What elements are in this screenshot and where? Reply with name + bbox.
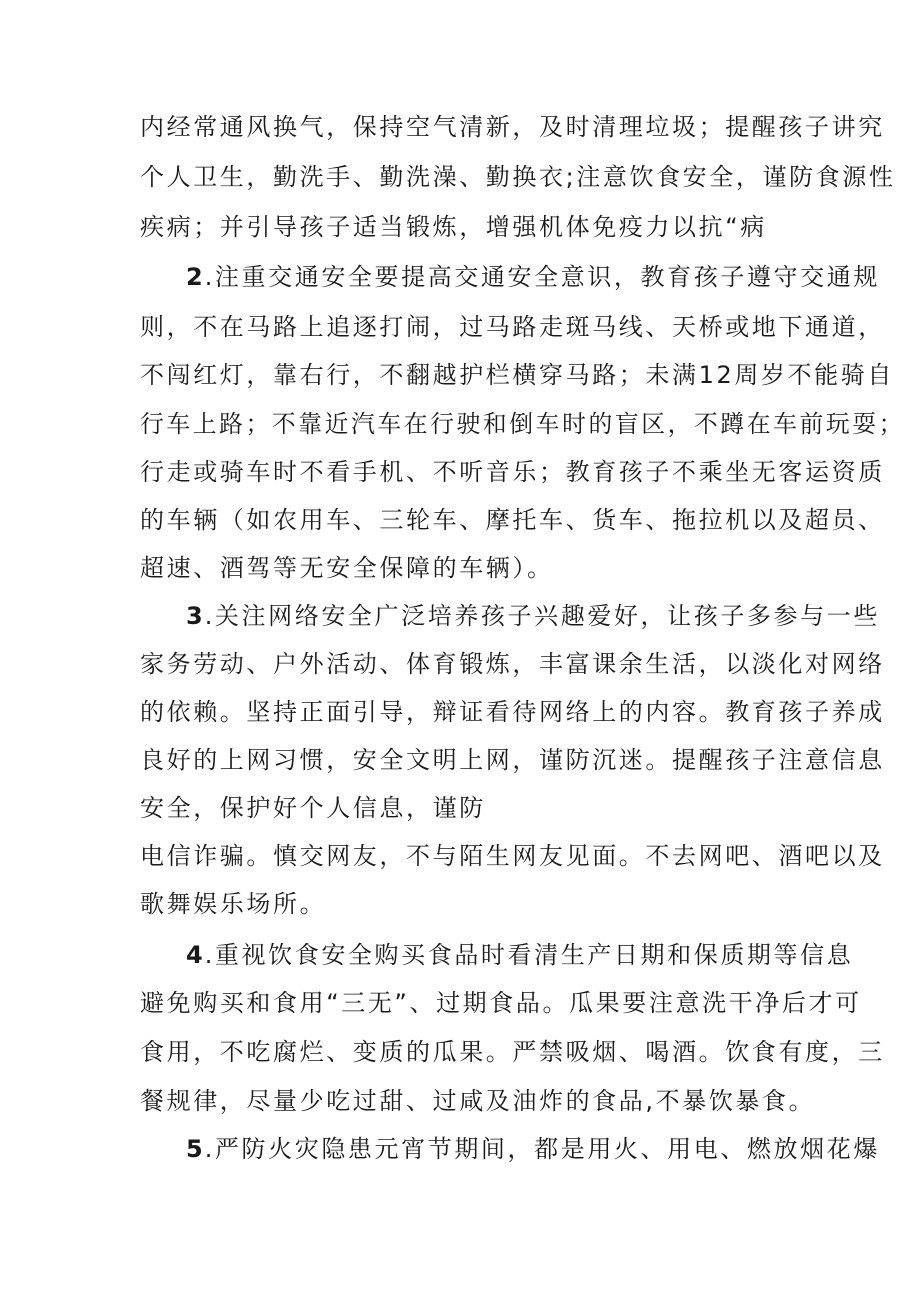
text-line: 安全，保护好个人信息，谨防 [140, 794, 486, 822]
item-number: 4 [186, 941, 203, 969]
text-line: 的依赖。坚持正面引导，辩证看待网络上的内容。教育孩子养成 [140, 698, 885, 726]
item-number: 5 [186, 1135, 203, 1163]
text-line: 良好的上网习惯，安全文明上网，谨防沉迷。提醒孩子注意信息 [140, 746, 885, 774]
text-line: 的车辆（如农用车、三轮车、摩托车、货车、拖拉机以及超员、 [140, 506, 885, 534]
paragraph-2-first-line [186, 260, 880, 294]
paragraph-3-first-line [186, 599, 880, 633]
text-line: .关注网络安全广泛培养孩子兴趣爱好，让孩子多参与一些 [204, 602, 880, 630]
text-line: 个人卫生，勤洗手、勤洗澡、勤换衣;注意饮食安全，谨防食源性 [140, 163, 896, 191]
text-line: 超速、酒驾等无安全保障的车辆）。 [140, 554, 554, 582]
text-line: 家务劳动、户外活动、体育锻炼，丰富课余生活，以淡化对网络 [140, 650, 885, 678]
paragraph-5-first-line [186, 1132, 880, 1166]
text-line: 避免购买和食用“三无”、过期食品。瓜果要注意洗干净后才可 [140, 989, 862, 1017]
item-number: 2 [186, 263, 203, 291]
text-line: .重视饮食安全购买食品时看清生产日期和保质期等信息 [204, 941, 854, 969]
paragraph-4-first-line [186, 938, 853, 972]
item-number: 3 [186, 602, 203, 630]
text-line: 不闯红灯，靠右行，不翻越护栏横穿马路；未满12周岁不能骑自 [140, 361, 894, 389]
text-line: 食用，不吃腐烂、变质的瓜果。严禁吸烟、喝酒。饮食有度，三 [140, 1038, 885, 1066]
text-line: .注重交通安全要提高交通安全意识，教育孩子遵守交通规 [204, 263, 880, 291]
text-line: 歌舞娱乐场所。 [140, 890, 327, 918]
text-line: 电信诈骗。慎交网友，不与陌生网友见面。不去网吧、酒吧以及 [140, 842, 885, 870]
text-line: 内经常通风换气，保持空气清新，及时清理垃圾；提醒孩子讲究 [140, 113, 885, 141]
text-line: 行走或骑车时不看手机、不听音乐；教育孩子不乘坐无客运资质 [140, 458, 885, 486]
text-line: .严防火灾隐患元宵节期间，都是用火、用电、燃放烟花爆 [204, 1135, 880, 1163]
text-line: 行车上路；不靠近汽车在行驶和倒车时的盲区，不蹲在车前玩耍； [140, 410, 905, 438]
text-line: 餐规律，尽量少吃过甜、过咸及油炸的食品,不暴饮暴食。 [140, 1087, 816, 1115]
text-line: 疾病；并引导孩子适当锻炼，增强机体免疫力以抗“病 [140, 213, 767, 241]
text-line: 则，不在马路上追逐打闹，过马路走斑马线、天桥或地下通道， [140, 313, 885, 341]
